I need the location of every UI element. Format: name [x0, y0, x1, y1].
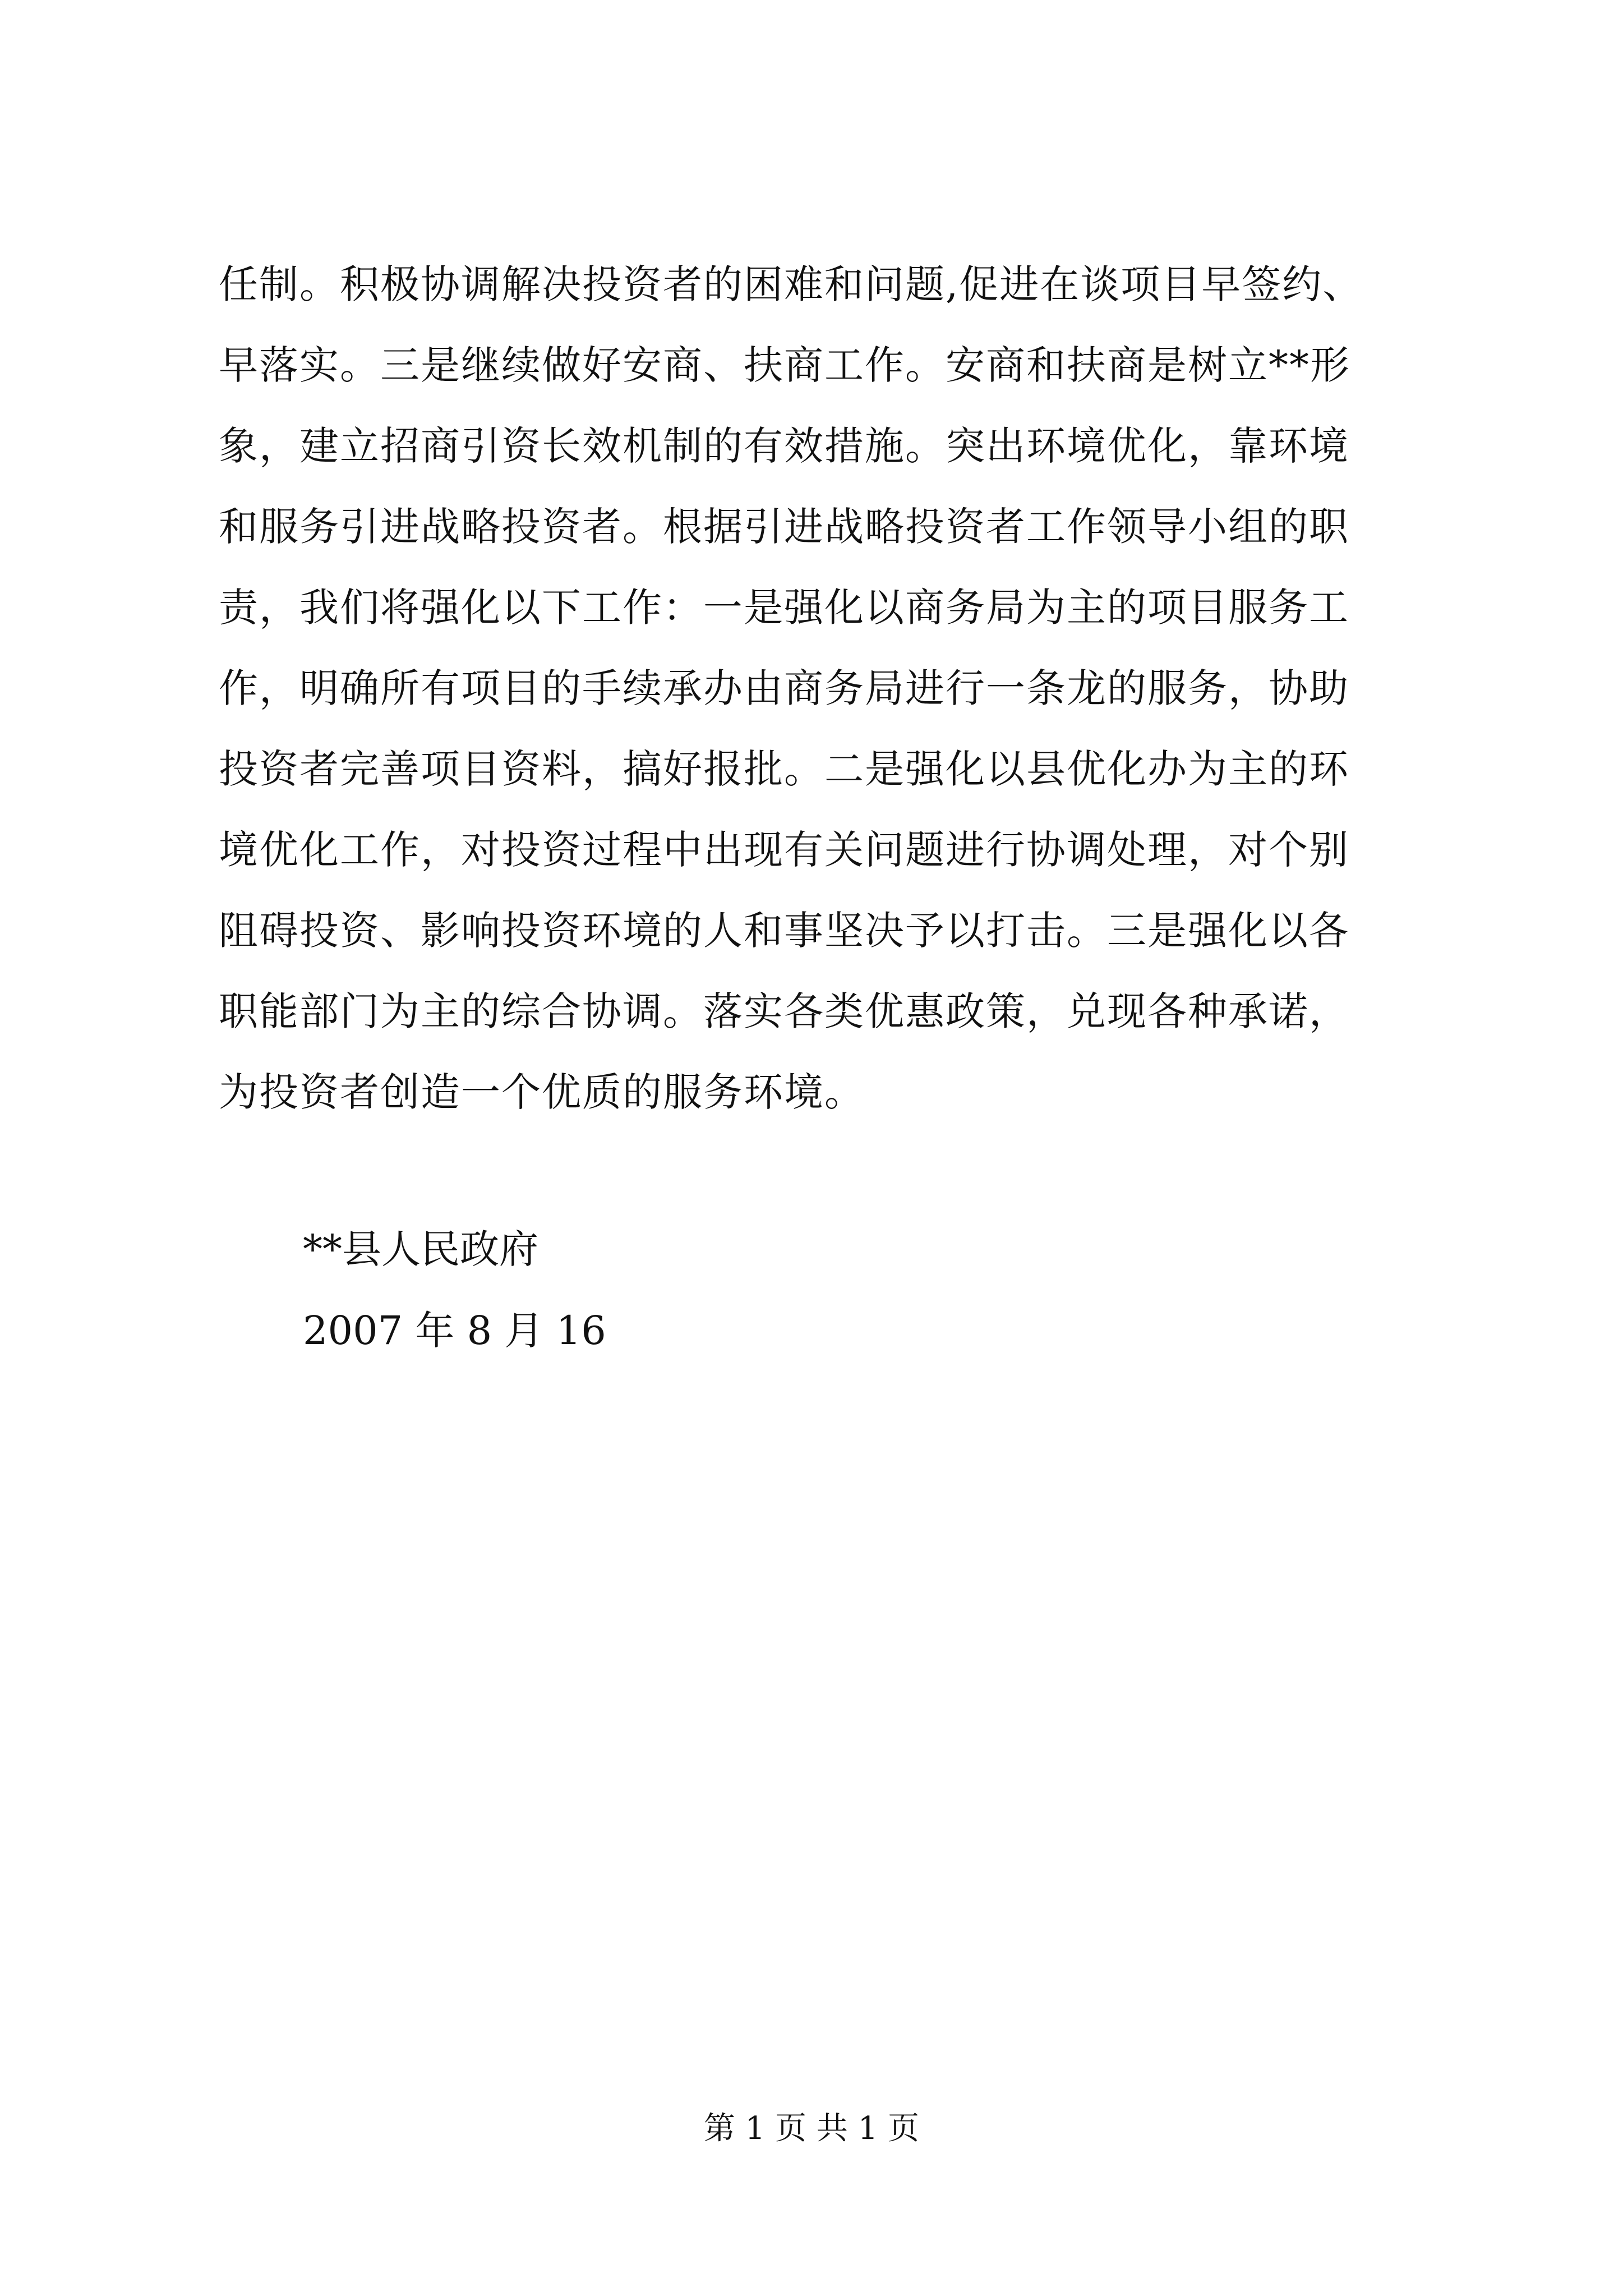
page-footer: 第 1 页 共 1 页	[703, 2110, 920, 2147]
text-line: 象，建立招商引资长效机制的有效措施。突出环境优化，靠环境	[219, 423, 1349, 469]
signature-date: 2007 年 8 月 16	[303, 1308, 606, 1354]
text-line: 任制。积极协调解决投资者的困难和问题,促进在谈项目早签约、	[219, 261, 1363, 307]
signature-organization: **县人民政府	[303, 1226, 538, 1272]
text-line: 责，我们将强化以下工作：一是强化以商务局为主的项目服务工	[219, 585, 1349, 631]
text-line: 境优化工作，对投资过程中出现有关问题进行协调处理，对个别	[219, 827, 1349, 873]
text-line: 阻碍投资、影响投资环境的人和事坚决予以打击。三是强化以各	[219, 908, 1349, 954]
text-line: 和服务引进战略投资者。根据引进战略投资者工作领导小组的职	[219, 504, 1349, 550]
text-line: 作，明确所有项目的手续承办由商务局进行一条龙的服务，协助	[219, 665, 1349, 711]
text-line: 为投资者创造一个优质的服务环境。	[219, 1069, 865, 1115]
text-line: 职能部门为主的综合协调。落实各类优惠政策，兑现各种承诺，	[219, 988, 1349, 1034]
text-line: 早落实。三是继续做好安商、扶商工作。安商和扶商是树立**形	[219, 342, 1350, 388]
text-line: 投资者完善项目资料，搞好报批。二是强化以县优化办为主的环	[219, 746, 1349, 792]
body-text	[219, 244, 1441, 1133]
